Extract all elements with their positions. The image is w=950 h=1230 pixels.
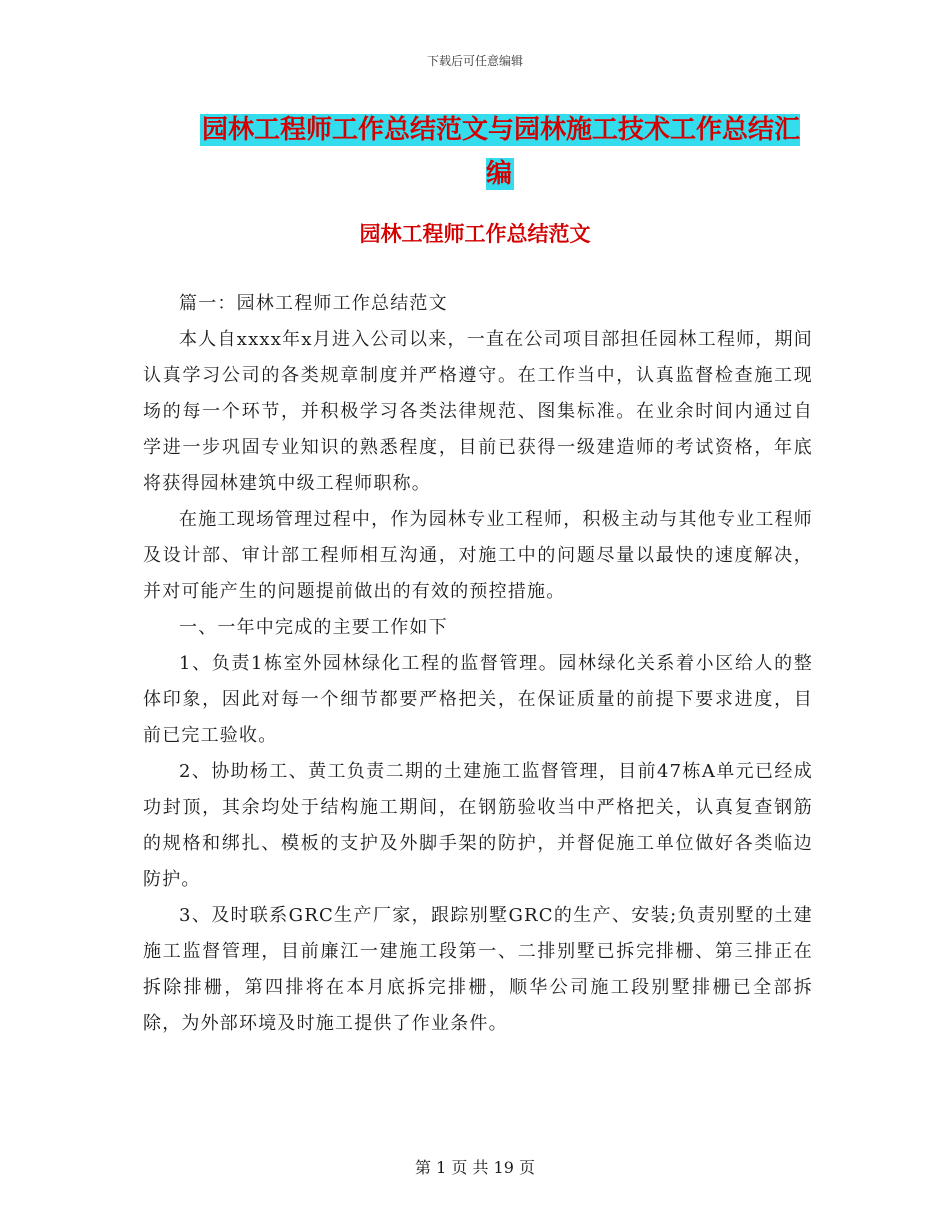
paragraph: 本人自xxxx年x月进入公司以来，一直在公司项目部担任园林工程师，期间认真学习公司的各类规章制度并严格遵守。在工作当中，认真监督检查施工现场的每一个环节，并积极学习各类法律规范、图集标准。在业余时间内通过自学进一步巩固专业知识的熟悉程度，目前已获得一级建造师的考试资格，年底将获得园林建筑中级工程师职称。 — [143, 329, 813, 494]
document-title-text: 园林工程师工作总结范文与园林施工技术工作总结汇编 — [201, 115, 800, 189]
document-title — [190, 108, 810, 196]
paragraph: 篇一：园林工程师工作总结范文 — [179, 293, 448, 314]
paragraph: 3、及时联系GRC生产厂家，跟踪别墅GRC的生产、安装;负责别墅的土建施工监督管理，目前廉江一建施工段第一、二排别墅已拆完排栅、第三排正在拆除排栅，第四排将在本月底拆完排栅，顺华公司施工段别墅排栅已全部拆除，为外部环境及时施工提供了作业条件。 — [143, 905, 813, 1034]
paragraph: 一、一年中完成的主要工作如下 — [179, 617, 448, 638]
header-note: 下载后可任意编辑 — [426, 54, 523, 68]
page-footer: 第 1 页 共 19 页 — [415, 1158, 535, 1177]
paragraph: 1、负责1栋室外园林绿化工程的监督管理。园林绿化关系着小区给人的整体印象，因此对每一个细节都要严格把关，在保证质量的前提下要求进度，目前已完工验收。 — [143, 653, 813, 746]
section-title: 园林工程师工作总结范文 — [359, 222, 591, 246]
paragraph: 2、协助杨工、黄工负责二期的土建施工监督管理，目前47栋A单元已经成功封顶，其余均处于结构施工期间，在钢筋验收当中严格把关，认真复查钢筋的规格和绑扎、模板的支护及外脚手架的防护，并督促施工单位做好各类临边防护。 — [143, 761, 813, 890]
document-body — [143, 286, 813, 1042]
paragraph: 在施工现场管理过程中，作为园林专业工程师，积极主动与其他专业工程师及设计部、审计部工程师相互沟通，对施工中的问题尽量以最快的速度解决，并对可能产生的问题提前做出的有效的预控措施。 — [143, 509, 813, 602]
